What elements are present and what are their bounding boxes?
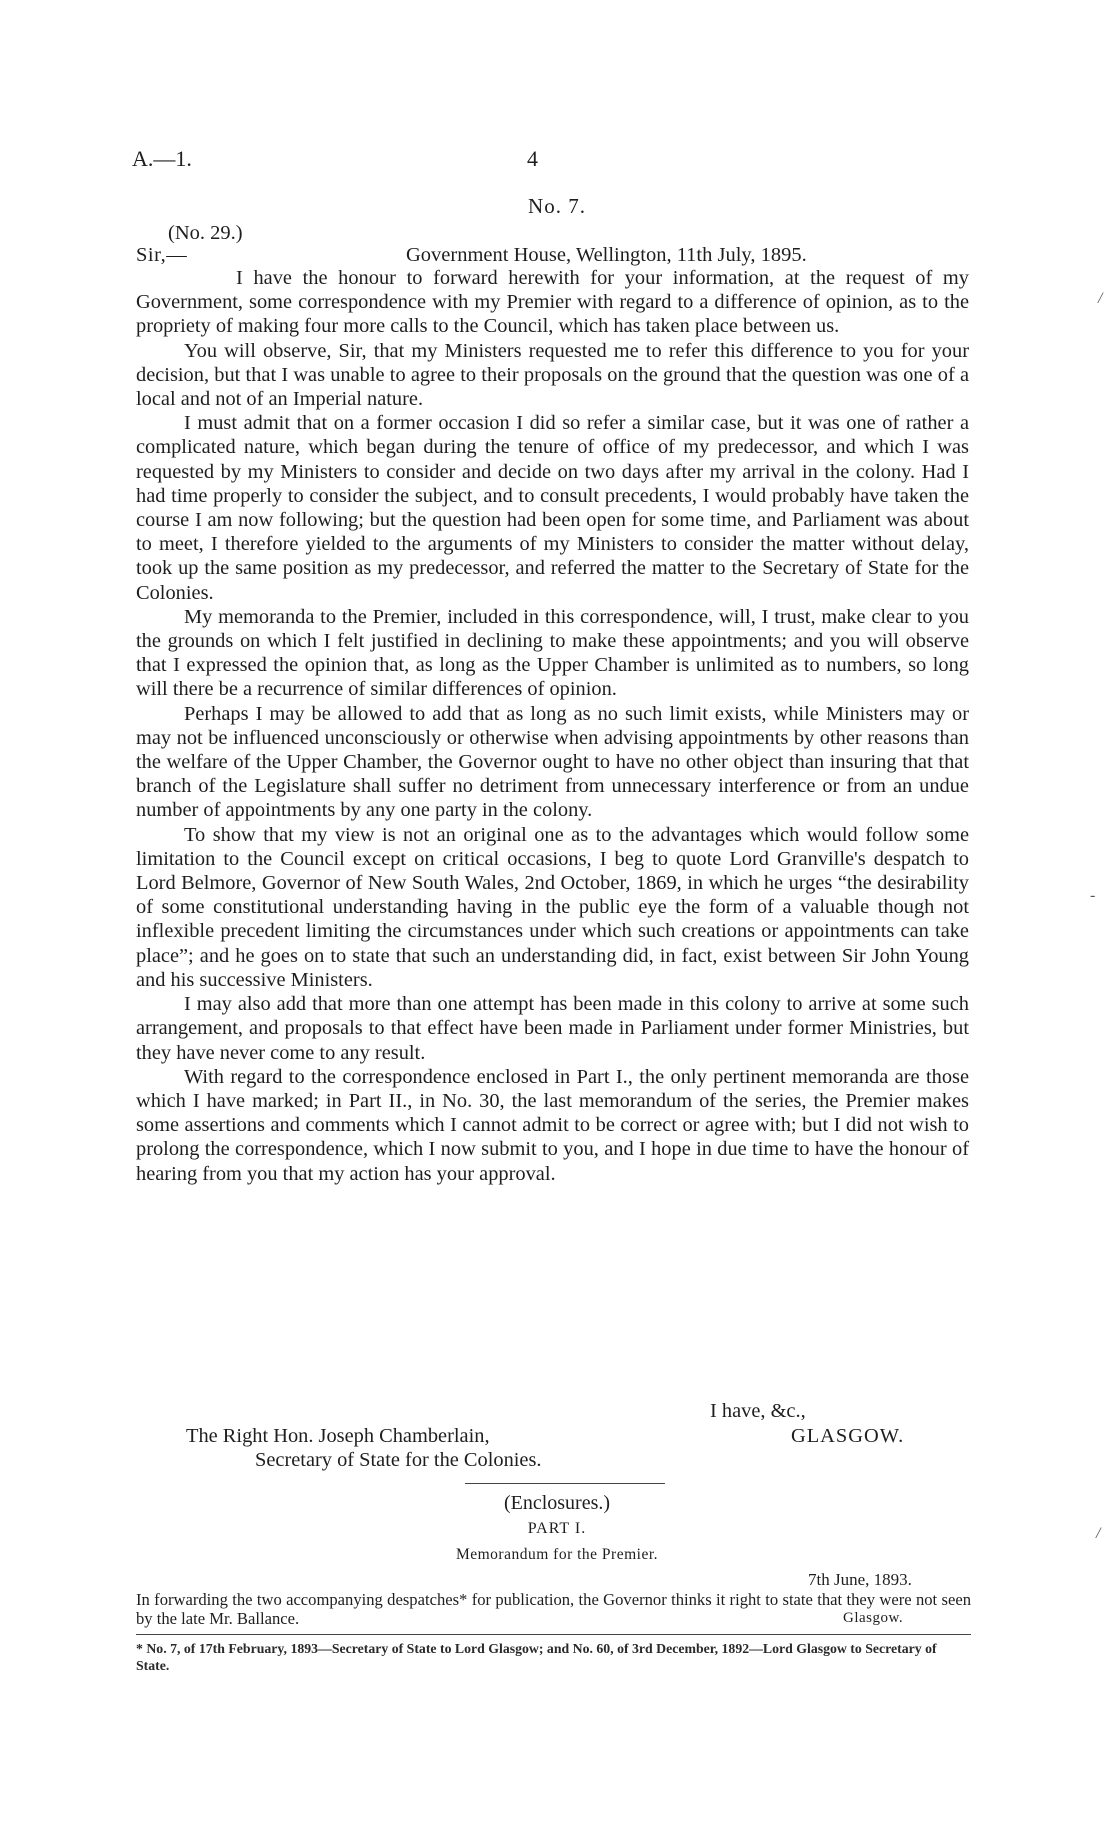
despatch-number: (No. 29.) — [168, 222, 243, 244]
page-header — [132, 146, 982, 176]
memorandum-date: 7th June, 1893. — [808, 1570, 912, 1589]
paragraph: I have the honour to forward herewith for your information, at the request of my Government, some correspondence with my Premier with regard to a difference of opinion, as to the propriety of making four more calls to the Council, which has taken place between us. — [136, 267, 969, 338]
salutation: Sir,— — [136, 244, 188, 266]
addressee-name: The Right Hon. Joseph Chamberlain, — [186, 1425, 490, 1447]
paragraph: You will observe, Sir, that my Ministers requested me to refer this difference to you for your decision, but that I was unable to agree to their proposals on the ground that the question was one of a local and not of an Imperial nature. — [136, 339, 969, 411]
memorandum-body — [136, 1590, 971, 1628]
margin-mark: / — [1098, 290, 1103, 307]
addressee-title: Secretary of State for the Colonies. — [255, 1449, 542, 1471]
margin-mark: / — [1096, 1525, 1101, 1542]
memorandum-title: Memorandum for the Premier. — [455, 1546, 659, 1563]
divider — [465, 1483, 665, 1484]
part-heading: PART I. — [527, 1520, 587, 1537]
signature: GLASGOW. — [791, 1425, 905, 1447]
paragraph: With regard to the correspondence enclosed in Part I., the only pertinent memoranda are those which I have marked; in Part II., in No. 30, the last memorandum of the series, the Premier makes some assertions and comments which I cannot admit to be correct or agree with; but I did not wish to prolong the correspondence, which I now submit to you, and I hope in due time to have the honour of hearing from you that my action has your approval. — [136, 1065, 969, 1185]
enclosures-title: (Enclosures.) — [503, 1492, 611, 1514]
paper-reference: A.—1. — [132, 146, 192, 171]
paragraph: Perhaps I may be allowed to add that as long as no such limit exists, while Ministers may or may not be influenced unconsciously or otherwise when advising appointments by other reasons than the welfare of the Upper Chamber, the Governor ought to have no other object than insuring that that branch of the Legislature shall suffer no detriment from unnecessary interference or from an undue number of appointments by any one party in the colony. — [136, 702, 969, 822]
despatch-heading: No. 7. — [528, 194, 586, 218]
footnote-divider — [136, 1634, 971, 1635]
memorandum-text: In forwarding the two accompanying despatches* for publication, the Governor thinks it right to state that they were not seen by the late Mr. Ballance. — [136, 1590, 971, 1628]
addressee-block — [186, 1424, 966, 1472]
footnote: * No. 7, of 17th February, 1893—Secretary of State to Lord Glasgow; and No. 60, of 3rd December, 1892—Lord Glasgow to Secretary of State. — [136, 1641, 937, 1673]
memorandum-signature: Glasgow. — [843, 1610, 904, 1626]
paragraph: I may also add that more than one attempt has been made in this colony to arrive at some such arrangement, and proposals to that effect have been made in Parliament under former Ministries, but they have never come to any result. — [136, 993, 969, 1064]
margin-mark: - — [1090, 887, 1096, 904]
despatch-body — [136, 266, 969, 1186]
paragraph: I must admit that on a former occasion I did so refer a similar case, but it was one of rather a complicated nature, which began during the tenure of office of my predecessor, and which I was requested by my Ministers to consider and decide on two days after my arrival in the colony. Had I had time properly to consider the subject, and to consult precedents, I would probably have taken the course I am now following; but the question had been open for some time, and Parliament was about to meet, I therefore yielded to the arguments of my Ministers to consider the matter without delay, took up the same position as my predecessor, and referred the matter to the Secretary of State for the Colonies. — [136, 412, 969, 604]
paragraph: My memoranda to the Premier, included in this correspondence, will, I trust, make clear to you the grounds on which I felt justified in declining to make these appointments; and you will observe that I expressed the opinion that, as long as the Upper Chamber is unlimited as to numbers, so long will there be a recurrence of similar differences of opinion. — [136, 605, 969, 701]
place-date: Government House, Wellington, 11th July, 1895. — [406, 244, 807, 266]
closing-text: I have, &c., — [710, 1400, 806, 1422]
paragraph: To show that my view is not an original one as to the advantages which would follow some limitation to the Council except on critical occasions, I beg to quote Lord Granville's despatch to Lord Belmore, Governor of New South Wales, 2nd October, 1869, in which he urges “the desirability of some constitutional understanding having in the public eye the form of a valuable though not inflexible precedent limiting the circumstances under which such creations or appointments can take place”; and he goes on to state that such an understanding did, in fact, exist between Sir John Young and his successive Ministers. — [136, 823, 969, 991]
page-number: 4 — [527, 146, 538, 171]
